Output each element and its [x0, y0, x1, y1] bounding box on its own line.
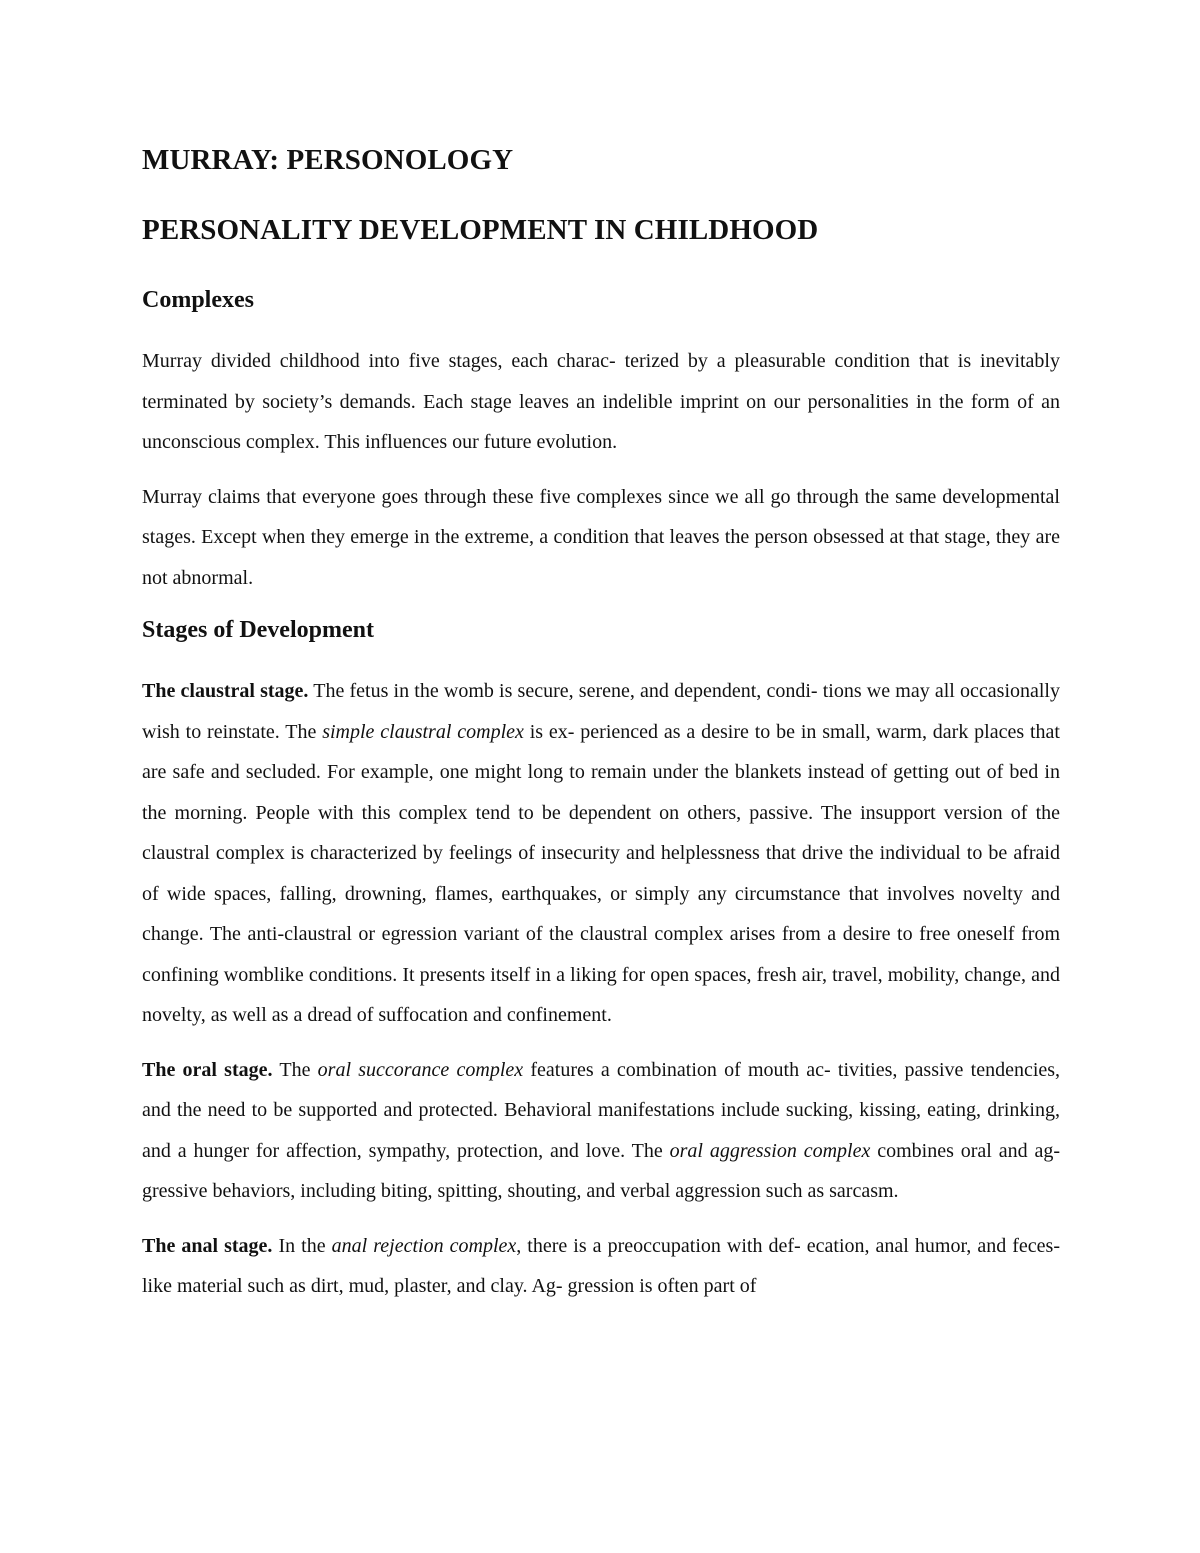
- oral-term-aggression: oral aggression complex: [669, 1139, 871, 1162]
- oral-text-2: features a combination of mouth ac- tivities, passive tendencies, and the need to be supported and protected. Behavioral manifestations include sucking, kissing, eating, drinking, and a hunger for affection, sympathy, protection, and love. The: [142, 1058, 1061, 1162]
- oral-text-1: The: [272, 1058, 318, 1081]
- document-page: [142, 138, 1060, 1307]
- anal-text-1: In the: [272, 1234, 332, 1257]
- oral-text-3: combines oral and ag- gressive behaviors, including biting, spitting, shouting, and verbal aggression such as sarcasm.: [142, 1139, 1060, 1202]
- claustral-term-simple: simple claustral complex: [322, 720, 524, 743]
- paragraph-claustral-stage: [142, 671, 1060, 1036]
- oral-term-succorance: oral succorance complex: [317, 1058, 524, 1081]
- paragraph-complexes-1: Murray divided childhood into five stages, each charac- terized by a pleasurable condition that is inevitably terminated by society’s demands. Each stage leaves an indelible imprint on our personalities in the form of an unconscious complex. This influences our future evolution.: [142, 350, 1060, 453]
- claustral-text-2: is ex- perienced as a desire to be in small, warm, dark places that are safe and secluded. For example, one might long to remain under the blankets instead of getting out of bed in the morning. People with this complex tend to be dependent on others, passive. The insupport version of the claustral complex is characterized by feelings of insecurity and helplessness that drive the individual to be afraid of wide spaces, falling, drowning, flames, earthquakes, or simply any circumstance that involves novelty and change. The anti-claustral or egression variant of the claustral complex arises from a desire to free oneself from confining womblike conditions. It presents itself in a liking for open spaces, fresh air, travel, mobility, change, and novelty, as well as a dread of suffocation and confinement.: [142, 720, 1060, 1026]
- claustral-text-1: The fetus in the womb is secure, serene, and dependent, condi- tions we may all occasionally wish to reinstate. The: [142, 680, 1060, 743]
- claustral-stage-lead: The claustral stage.: [142, 680, 309, 702]
- oral-stage-lead: The oral stage.: [142, 1058, 273, 1081]
- paragraph-anal-stage: [142, 1226, 1060, 1307]
- section-heading-stages: Stages of Development: [142, 617, 374, 643]
- document-title: MURRAY: PERSONOLOGY: [142, 144, 514, 176]
- anal-stage-lead: The anal stage.: [142, 1234, 273, 1257]
- anal-term-rejection: anal rejection complex: [331, 1234, 517, 1257]
- document-subtitle: PERSONALITY DEVELOPMENT IN CHILDHOOD: [142, 214, 819, 246]
- paragraph-complexes-2: Murray claims that everyone goes through these five complexes since we all go through the same developmental stages. Except when they emerge in the extreme, a condition that leaves the person obsessed at that stage, they are not abnormal.: [142, 485, 1060, 589]
- paragraph-oral-stage: [142, 1050, 1060, 1212]
- section-heading-complexes: Complexes: [142, 287, 254, 313]
- anal-text-2: , there is a preoccupation with def- ecation, anal humor, and feces-like material such as dirt, mud, plaster, and clay. Ag- gression is often part of: [142, 1234, 1060, 1297]
